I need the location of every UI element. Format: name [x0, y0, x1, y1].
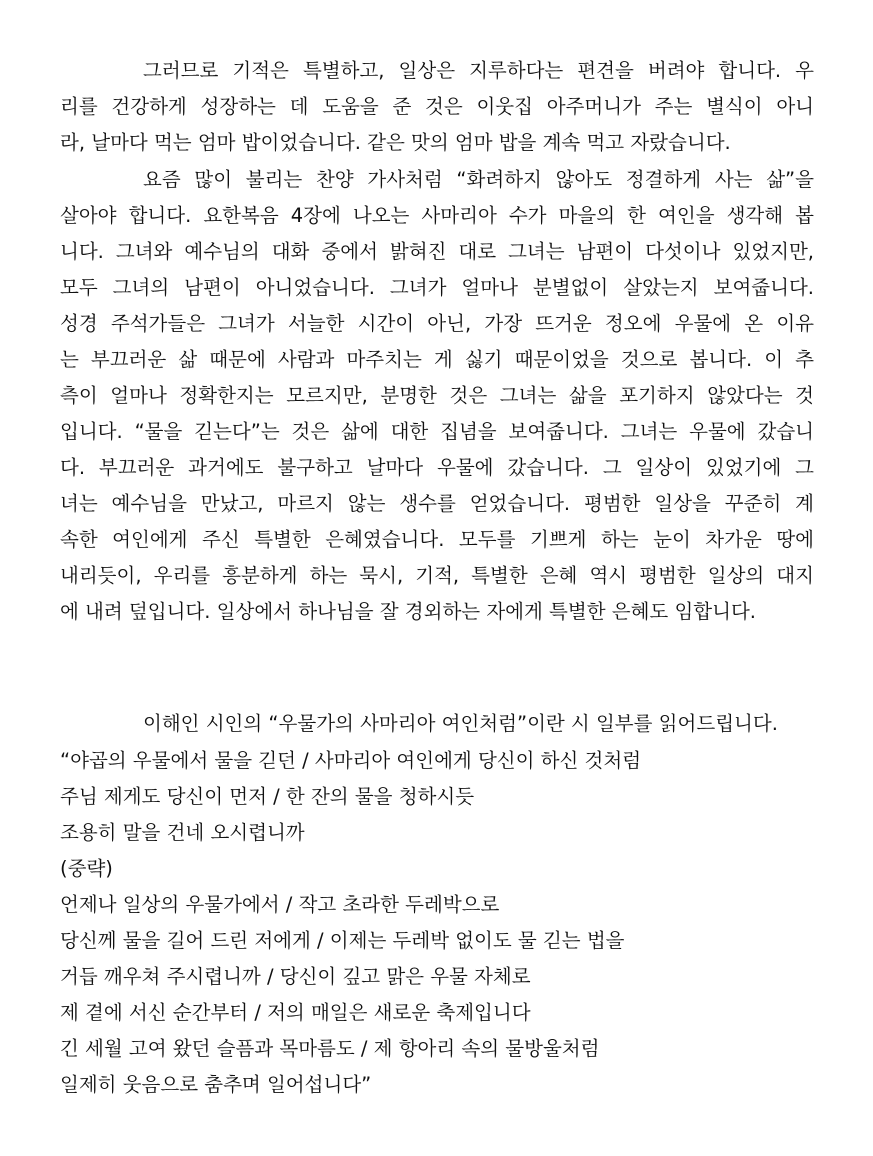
- text-line: 녀는 예수님을 만났고, 마르지 않는 생수를 얻었습니다. 평범한 일상을 꾸준히 계: [60, 492, 814, 515]
- text-line: 측이 얼마나 정확한지는 모르지만, 분명한 것은 그녀는 삶을 포기하지 않았다는 것: [60, 384, 814, 407]
- text-line: 는 부끄러운 삶 때문에 사람과 마주치는 게 싫기 때문이었을 것으로 봅니다. 이 추: [60, 348, 814, 371]
- text-line: 요즘 많이 불리는 찬양 가사처럼 “화려하지 않아도 정결하게 사는 삶”을: [143, 168, 814, 191]
- text-line: 리를 건강하게 성장하는 데 도움을 준 것은 이웃집 아주머니가 주는 별식이 아니: [60, 95, 814, 118]
- text-line: 성경 주석가들은 그녀가 서늘한 시간이 아닌, 가장 뜨거운 정오에 우물에 온 이유: [60, 312, 814, 335]
- text-line: 이해인 시인의 “우물가의 사마리아 여인처럼”이란 시 일부를 읽어드립니다.: [143, 712, 778, 735]
- poem-line: 거듭 깨우쳐 주시렵니까 / 당신이 깊고 맑은 우물 자체로: [60, 965, 531, 988]
- poem-line: 일제히 웃음으로 춤추며 일어섭니다”: [60, 1073, 372, 1096]
- text-line: 라, 날마다 먹는 엄마 밥이었습니다. 같은 맛의 엄마 밥을 계속 먹고 자랐습니다.: [60, 131, 731, 154]
- text-line: 살아야 합니다. 요한복음 4장에 나오는 사마리아 수가 마을의 한 여인을 생각해 봅: [60, 204, 814, 227]
- text-line: 에 내려 덮입니다. 일상에서 하나님을 잘 경외하는 자에게 특별한 은혜도 임합니다.: [60, 600, 757, 623]
- text-line: 모두 그녀의 남편이 아니었습니다. 그녀가 얼마나 분별없이 살았는지 보여줍니다.: [60, 276, 814, 299]
- text-line: 속한 여인에게 주신 특별한 은혜였습니다. 모두를 기쁘게 하는 눈이 차가운 땅에: [60, 528, 814, 551]
- poem-line: 제 곁에 서신 순간부터 / 저의 매일은 새로운 축제입니다: [60, 1001, 531, 1024]
- poem-line: 조용히 말을 건네 오시렵니까: [60, 821, 305, 844]
- poem-line: “야곱의 우물에서 물을 긷던 / 사마리아 여인에게 당신이 하신 것처럼: [60, 749, 642, 772]
- poem-line: 주님 제게도 당신이 먼저 / 한 잔의 물을 청하시듯: [60, 785, 475, 808]
- poem-line: 언제나 일상의 우물가에서 / 작고 초라한 두레박으로: [60, 893, 500, 916]
- text-line: 입니다. “물을 긷는다”는 것은 삶에 대한 집념을 보여줍니다. 그녀는 우물에 갔습니: [60, 420, 814, 443]
- poem-line: 긴 세월 고여 왔던 슬픔과 목마름도 / 제 항아리 속의 물방울처럼: [60, 1037, 600, 1060]
- text-line: 그러므로 기적은 특별하고, 일상은 지루하다는 편견을 버려야 합니다. 우: [143, 59, 814, 82]
- text-line: 니다. 그녀와 예수님의 대화 중에서 밝혀진 대로 그녀는 남편이 다섯이나 있었지만,: [60, 240, 814, 263]
- text-line: 내리듯이, 우리를 흥분하게 하는 묵시, 기적, 특별한 은혜 역시 평범한 일상의 대지: [60, 564, 814, 587]
- poem-line: (중략): [60, 857, 113, 880]
- text-line: 다. 부끄러운 과거에도 불구하고 날마다 우물에 갔습니다. 그 일상이 있었기에 그: [60, 456, 814, 479]
- poem-line: 당신께 물을 길어 드린 저에게 / 이제는 두레박 없이도 물 긷는 법을: [60, 929, 625, 952]
